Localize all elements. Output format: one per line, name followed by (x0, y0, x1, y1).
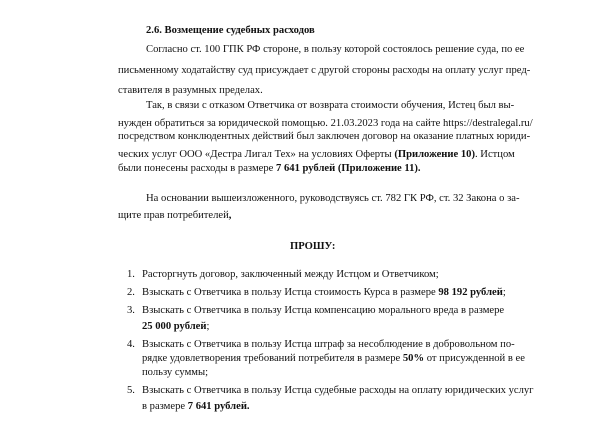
paragraph-1-line-1: Согласно ст. 100 ГПК РФ стороне, в пользу которой состоялось решение суда, по ее (146, 44, 525, 55)
course-cost-amount: 98 192 рублей (438, 287, 503, 298)
expenses-amount: 7 641 рублей (Приложение 11). (276, 163, 421, 174)
list-item-5-line-1: Взыскать с Ответчика в пользу Истца судебные расходы на оплату юридических услуг (142, 385, 534, 396)
paragraph-2-line-2: нужден обратиться за юридической помощью. 21.03.2023 года на сайте https://destralegal.ru/ (118, 118, 533, 129)
list-item-4-line-1: Взыскать с Ответчика в пользу Истца штраф за несоблюдение в добровольном по- (142, 339, 515, 350)
list-item-1-line-1: Расторгнуть договор, заключенный между Истцом и Ответчиком; (142, 269, 439, 280)
paragraph-2-line-5 (118, 162, 421, 175)
list-item-5-number: 5. (127, 385, 135, 396)
paragraph-1-line-2: письменному ходатайству суд присуждает с другой стороны расходы на оплату услуг пред- (118, 65, 531, 76)
paragraph-3-line-1: На основании вышеизложенного, руководствуясь ст. 782 ГК РФ, ст. 32 Закона о за- (146, 193, 520, 204)
list-item-4-line-2 (142, 352, 525, 365)
fine-percent: 50% (402, 353, 425, 364)
paragraph-2-line-4-text: ческих услуг ООО «Дестра Лигал Тех» на условиях Оферты (118, 149, 395, 160)
list-item-2-line-1 (142, 286, 506, 299)
legal-expenses-amount: 7 641 рублей. (187, 401, 250, 412)
list-item-3-number: 3. (127, 305, 135, 316)
section-title: 2.6. Возмещение судебных расходов (146, 25, 315, 36)
paragraph-1-line-3: ставителя в разумных пределах. (118, 85, 263, 96)
list-item-2-tail: ; (502, 287, 506, 298)
list-item-5-text: в размере (142, 401, 188, 412)
list-item-4-number: 4. (127, 339, 135, 350)
list-item-2-text: Взыскать с Ответчика в пользу Истца стоимость Курса в размере (142, 287, 439, 298)
list-item-4-line-3: пользу суммы; (142, 367, 209, 378)
paragraph-2-line-5-text: были понесены расходы в размере (118, 163, 277, 174)
list-item-3-line-1: Взыскать с Ответчика в пользу Истца компенсацию морального вреда в размере (142, 305, 505, 316)
request-heading: ПРОШУ: (290, 241, 336, 252)
moral-damage-amount: 25 000 рублей (142, 321, 207, 332)
paragraph-3-line-2 (118, 209, 231, 222)
list-item-4-text: рядке удовлетворения требований потребителя в размере (142, 353, 403, 364)
list-item-5-line-2 (142, 400, 250, 413)
paragraph-2-line-4 (118, 148, 515, 161)
list-item-4-tail: от присужденной в ее (424, 353, 525, 364)
appendix-10-ref: (Приложение 10) (394, 149, 475, 160)
list-item-2-number: 2. (127, 287, 135, 298)
list-item-1-number: 1. (127, 269, 135, 280)
list-item-3-tail: ; (206, 321, 210, 332)
paragraph-2-line-1: Так, в связи с отказом Ответчика от возврата стоимости обучения, Истец был вы- (146, 100, 515, 111)
list-item-3-line-2 (142, 320, 209, 333)
paragraph-3-comma: , (228, 210, 232, 221)
paragraph-2-line-4-tail: . Истцом (475, 149, 515, 160)
paragraph-2-line-3: посредством конклюдентных действий был заключен договор на оказание платных юриди- (118, 131, 531, 142)
paragraph-3-line-2-text: щите прав потребителей (118, 210, 229, 221)
